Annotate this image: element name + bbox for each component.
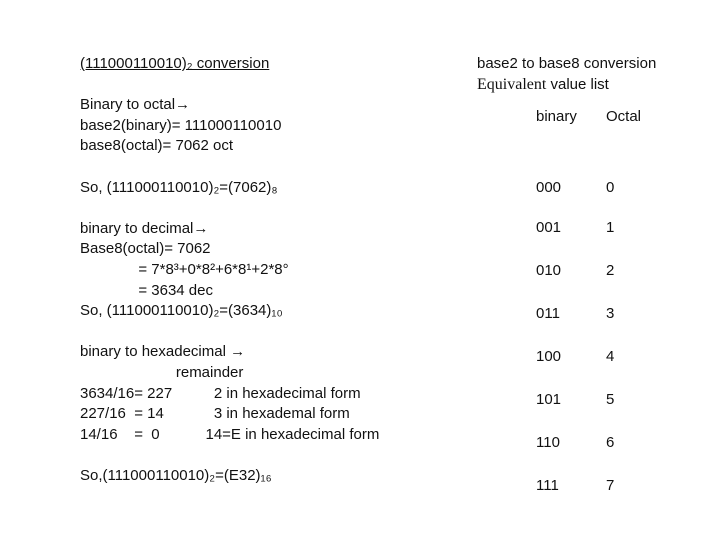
equivalence-panel	[477, 54, 707, 494]
binary-cell: 010	[536, 262, 562, 279]
column-header-binary: binary	[536, 108, 577, 125]
blank-line	[80, 322, 460, 343]
decimal-step-line: = 3634 dec	[80, 281, 213, 299]
blank-line	[80, 445, 460, 466]
table-row	[536, 378, 666, 421]
equivalence-table	[536, 108, 666, 507]
worksheet-title: (111000110010)₂ conversion	[80, 55, 270, 72]
octal-cell: 1	[606, 219, 615, 236]
panel-subtitle-rest: value list	[546, 76, 609, 93]
decimal-section-heading: binary to decimal→	[80, 219, 209, 237]
binary-cell: 001	[536, 219, 562, 236]
binary-cell: 110	[536, 434, 560, 451]
octal-section-heading: Binary to octal→	[80, 96, 191, 114]
binary-cell: 011	[536, 305, 560, 322]
hex-step-line: 227/16 = 14 3 in hexademal form	[80, 405, 350, 423]
decimal-result-line: So, (111000110010)₂=(3634)₁₀	[80, 302, 283, 320]
blank-line	[80, 157, 460, 178]
table-header-row	[536, 108, 666, 128]
table-row	[536, 421, 666, 464]
binary-cell: 100	[536, 348, 562, 365]
octal-cell: 7	[606, 477, 615, 494]
octal-cell: 0	[606, 179, 615, 196]
decimal-step-line: = 7*8³+0*8²+6*8¹+2*8°	[80, 260, 289, 278]
panel-subtitle	[477, 74, 707, 96]
blank-line	[80, 198, 460, 219]
panel-subtitle-serif: Equivalent	[477, 76, 547, 93]
binary-cell: 111	[536, 477, 559, 494]
hex-step-line: 14/16 = 0 14=E in hexadecimal form	[80, 425, 380, 443]
remainder-label: remainder	[80, 363, 244, 381]
octal-cell: 6	[606, 434, 615, 451]
binary-value-line: base2(binary)= 111000110010	[80, 116, 282, 134]
table-row	[536, 464, 666, 507]
binary-cell: 000	[536, 179, 562, 196]
panel-title: base2 to base8 conversion	[477, 55, 657, 72]
conversion-worksheet	[80, 54, 460, 486]
octal-cell: 4	[606, 348, 615, 365]
table-row	[536, 128, 666, 206]
octal-cell: 5	[606, 391, 615, 408]
table-row	[536, 249, 666, 292]
hex-result-line: So,(111000110010)₂=(E32)₁₆	[80, 466, 272, 484]
octal-result-line: So, (111000110010)₂=(7062)₈	[80, 178, 278, 196]
hex-section-heading: binary to hexadecimal →	[80, 343, 246, 361]
binary-cell: 101	[536, 391, 562, 408]
table-row	[536, 292, 666, 335]
table-row	[536, 206, 666, 249]
column-header-octal: Octal	[606, 108, 642, 125]
decimal-step-line: Base8(octal)= 7062	[80, 240, 211, 258]
octal-cell: 3	[606, 305, 615, 322]
table-row	[536, 335, 666, 378]
octal-value-line: base8(octal)= 7062 oct	[80, 137, 234, 155]
hex-step-line: 3634/16= 227 2 in hexadecimal form	[80, 384, 361, 402]
blank-line	[80, 75, 460, 96]
octal-cell: 2	[606, 262, 615, 279]
